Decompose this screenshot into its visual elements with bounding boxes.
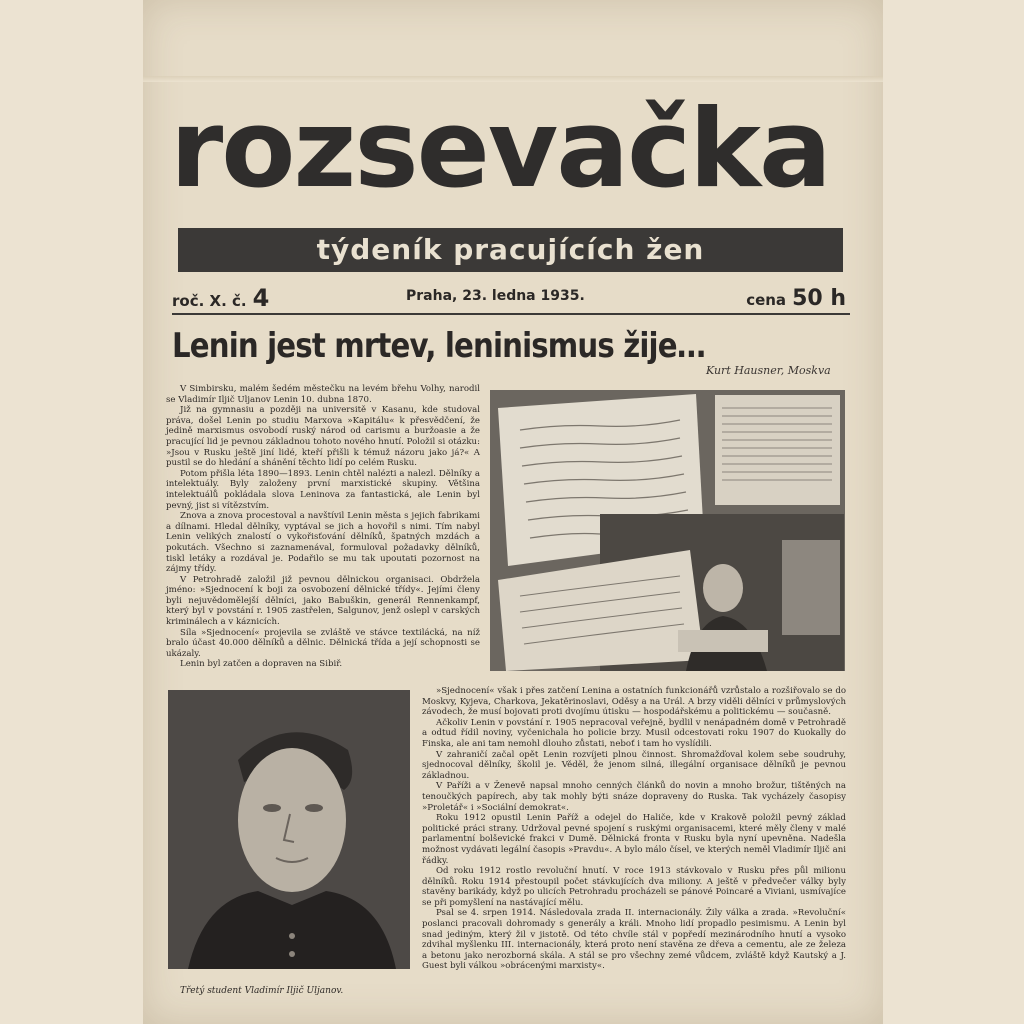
paragraph: »Sjednocení« však i přes zatčení Lenina a ostatních funkcionářů vzrůstalo a rozšiřovalo se do Moskvy, Kyjeva, Charkova, Jekatěrinoslavi, Oděsy a na Urál. A brzy viděli dělníci v průmyslových závodech, že musí bojovati proti dvojímu útisku — hospodářskému a politickému — současně.	[422, 686, 846, 718]
paragraph: Psal se 4. srpen 1914. Následovala zrada II. internacionály. Žily válka a zrada. »Revoluční« poslanci pracovali dohromady s generály a králi. Mnoho lidí propadlo pesimismu. A Lenin byl snad jediným, který žil v jistotě. Od této chvíle stál v popředí mezinárodního hnutí a vysoko zdvihal myšlenku III. internacionály, která proto není stavěna ze dřeva a cementu, ale ze železa a betonu jako nerozborná skála. A stál se pro všechny zemé vůdcem, zvláště když Kautský a J. Guest byli válkou »obrácenými marxisty«.	[422, 908, 846, 972]
price-amount: 50 h	[792, 286, 846, 311]
paragraph: V Petrohradě založil již pevnou dělnickou organisaci. Obdržela jméno: »Sjednocení k boji za osvobození dělnické třídy«. Jejími členy byli nejuvědomělejší dělníci, jako Babuškin, generál Rennenkampf, který byl v povstání r. 1905 zastřelen, Salgunov, jenž oslepl v carských kriminálech a v káznicích.	[166, 574, 480, 628]
paragraph: Znova a znova procestoval a navštívil Lenin města s jejich fabrikami a dílnami. Hledal dělníky, vyptával se jich a hovořil s nimi. Tím nabyl Lenin velikých znalostí o vykořisťování dělníků, špatných mzdách a pokutách. Všechno si zaznamenával, formuloval požadavky dělníků, tiskl letáky a rozdával je. Podařilo se mu tak upoutati pozornost na zájmy třídy.	[166, 511, 480, 575]
paragraph: Od roku 1912 rostlo revoluční hnutí. V roce 1913 stávkovalo v Rusku přes půl milionu dělníků. Roku 1914 přestoupil počet stávkujících dva miliony. A ještě v předvečer války byly stavěny barikády, když po ulicích Petrohradu procházeli se pánové Poincaré a Viviani, usmívajíce se při pomyšlení na nastávající mělu.	[422, 866, 846, 908]
portrait-caption: Třetý student Vladimír Iljič Uljanov.	[180, 986, 344, 996]
article-headline: Lenin jest mrtev, leninismus žije…	[172, 326, 706, 366]
paragraph: Již na gymnasiu a později na universitě v Kasanu, kde studoval práva, došel Lenin po studiu Marxova »Kapitálu« k přesvědčení, že jedině marxismus osvobodí ruský národ od carismu a buržoasie a že pracující lid je pevnou základnou tohoto nového hnutí. Položil si otázku: »Jsou v Rusku ještě jiní lidé, kteří přišli k témuž názoru jako já?« A pustil se do hledání a shánění těchto lidí po celém Rusku.	[166, 405, 480, 469]
paragraph: Síla »Sjednocení« projevila se zvláště ve stávce textilácká, na níž bralo účast 40.000 dělníků a dělnic. Dělnická třída a její schopnosti se ukázaly.	[166, 627, 480, 659]
price	[746, 286, 846, 311]
header-rule	[172, 313, 850, 315]
masthead-title: rozsevačka	[170, 87, 830, 212]
portrait-image	[168, 690, 410, 969]
desk-photo-image	[490, 390, 845, 671]
lenin-at-desk-photo	[490, 390, 845, 671]
paragraph: Roku 1912 opustil Lenin Paříž a odejel do Haliče, kde v Krakově položil pevný základ politické práci strany. Udržoval pevné spojení s ruskými organisacemi, které měly členy v malé parlamentní bolševické frakci v Dumě. Dělnická fronta v Rusku byla nyní upevněna. Nadešla možnost vydávati legální časopis »Pravdu«. A bylo málo čísel, ve kterých neměl Vladimír Iljič ani řádky.	[422, 813, 846, 866]
paragraph: Potom přišla léta 1890—1893. Lenin chtěl nalézti a nalezl. Dělníky a intelektuály. Byly založeny první marxistické skupiny. Většina intelektuálů pokládala slova Leninova za fantastická, ale Lenin byl pevný, jist si vítězstvím.	[166, 468, 480, 511]
fold-crease	[143, 76, 883, 82]
paragraph: V Paříži a v Ženevě napsal mnoho cenných článků do novin a mnoho brožur, tištěných na tenoučkých papírech, aby tak mohly býti snáze dopraveny do Ruska. Tak vycházely časopisy »Proletář« i »Sociální demokrat«.	[422, 781, 846, 813]
issue-volume	[172, 284, 269, 312]
price-label: cena	[746, 291, 787, 309]
dateline: Praha, 23. ledna 1935.	[406, 288, 585, 304]
issue-info-line	[172, 280, 850, 312]
paragraph: Ačkoliv Lenin v povstání r. 1905 nepracoval veřejně, bydlil v nenápadném domě v Petrohradě a odtud řídil noviny, vyčenichala ho policie brzy. Musil odcestovati roku 1907 do Kuokally do Finska, ale ani tam nemohl dlouho zůstati, neboť i tam ho vyslídili.	[422, 717, 846, 749]
masthead-subtitle-banner	[178, 228, 843, 272]
masthead-subtitle: týdeník pracujících žen	[316, 233, 705, 266]
article-byline: Kurt Hausner, Moskva	[706, 364, 831, 377]
paragraph: V zahraničí začal opět Lenin rozvíjeti plnou činnost. Shromažďoval kolem sebe soudruhy, sjednocoval dělníky, školil je. Věděl, že jenom silná, illegální organisace dělníků je pevnou základnou.	[422, 749, 846, 781]
article-column-right	[422, 686, 846, 972]
article-column-left	[166, 384, 480, 670]
paragraph: V Simbirsku, malém šedém městečku na levém břehu Volhy, narodil se Vladimír Iljič Uljanov Lenin 10. dubna 1870.	[166, 384, 480, 405]
young-lenin-portrait-photo	[168, 690, 410, 969]
issue-label: roč. X. č.	[172, 292, 247, 310]
paragraph: Lenin byl zatčen a dopraven na Sibiř.	[180, 659, 343, 670]
issue-number: 4	[252, 284, 270, 312]
